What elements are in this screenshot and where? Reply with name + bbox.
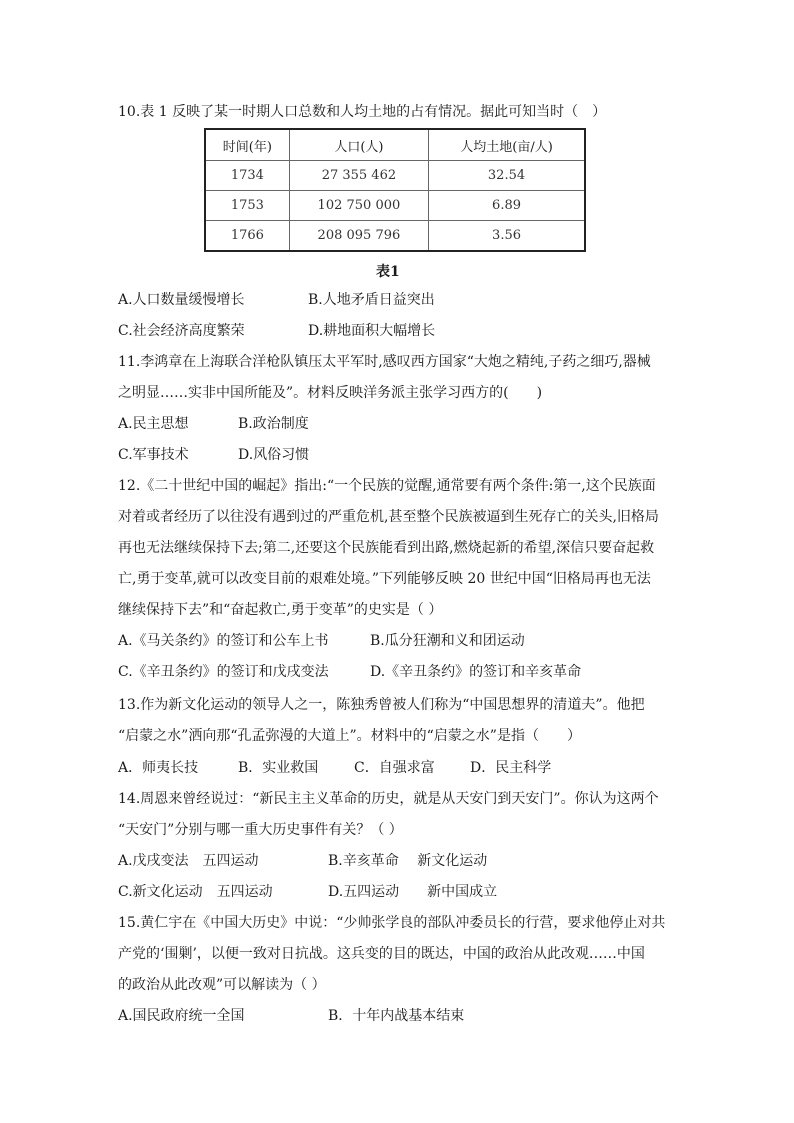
- table-header-row: [205, 129, 585, 161]
- population-table: [204, 128, 586, 252]
- q11-stem-line: 11.李鸿章在上海联合洋枪队镇压太平军时,感叹西方国家“大炮之精纯,子药之细巧,器械: [118, 354, 651, 370]
- cell-population: 27 355 462: [289, 161, 428, 191]
- q11-option-c: C.军事技术: [118, 447, 189, 463]
- cell-year: 1766: [205, 221, 289, 252]
- cell-land: 3.56: [429, 221, 585, 252]
- q12-stem-line: 12.《二十世纪中国的崛起》指出:“一个民族的觉醒,通常要有两个条件:第一,这个民族面: [118, 478, 656, 494]
- q13-option-a: A．师夷长技: [118, 760, 199, 776]
- table-caption: 表1: [376, 264, 400, 280]
- q10-stem: 10.表 1 反映了某一时期人口总数和人均土地的占有情况。据此可知当时（ ）: [118, 104, 607, 120]
- q11-stem-line: 之明显……实非中国所能及”。材料反映洋务派主张学习西方的( ): [118, 385, 543, 401]
- cell-land: 32.54: [429, 161, 585, 191]
- q14-stem-line: “天安门”分别与哪一重大历史事件有关？（ ）: [118, 822, 403, 838]
- cell-year: 1753: [205, 191, 289, 221]
- q15-stem-line: 15.黄仁宇在《中国大历史》中说：“少帅张学良的部队冲委员长的行营，要求他停止对共: [118, 915, 666, 931]
- q11-option-b: B.政治制度: [238, 416, 309, 432]
- table-row: [205, 191, 585, 221]
- q14-option-a: A.戊戌变法 五四运动: [118, 853, 259, 869]
- q14-stem-line: 14.周恩来曾经说过：“新民主主义革命的历史，就是从天安门到天安门”。你认为这两个: [118, 791, 659, 807]
- q15-option-a: A.国民政府统一全国: [118, 1008, 245, 1024]
- q12-option-d: D.《辛丑条约》的签订和辛亥革命: [370, 664, 582, 680]
- q14-option-c: C.新文化运动 五四运动: [118, 884, 273, 900]
- q10-option-a: A.人口数量缓慢增长: [118, 292, 245, 308]
- table-row: [205, 161, 585, 191]
- cell-population: 208 095 796: [289, 221, 428, 252]
- q12-stem-line: 对着或者经历了以往没有遇到过的严重危机,甚至整个民族被逼到生死存亡的关头,旧格局: [118, 509, 659, 525]
- q12-stem-line: 继续保持下去”和“奋起救亡,勇于变革”的史实是（ ）: [118, 602, 443, 618]
- q10-option-c: C.社会经济高度繁荣: [118, 323, 245, 339]
- q14-option-b: B.辛亥革命 新文化运动: [328, 853, 488, 869]
- q15-option-b: B．十年内战基本结束: [328, 1008, 465, 1024]
- q13-option-b: B．实业救国: [238, 760, 319, 776]
- q10-option-b: B.人地矛盾日益突出: [308, 292, 435, 308]
- q12-stem-line: 再也无法继续保持下去;第二,还要这个民族能看到出路,燃烧起新的希望,深信只要奋起救: [118, 540, 655, 556]
- q11-option-a: A.民主思想: [118, 416, 189, 432]
- q13-stem-line: “启蒙之水”洒向那“孔孟弥漫的大道上”。材料中的“启蒙之水”是指（ ）: [118, 728, 581, 744]
- header-year: 时间(年): [205, 129, 289, 161]
- q10-option-d: D.耕地面积大幅增长: [308, 323, 436, 339]
- q13-stem-line: 13.作为新文化运动的领导人之一，陈独秀曾被人们称为“中国思想界的清道夫”。他把: [118, 697, 645, 713]
- q13-option-c: C．自强求富: [354, 760, 435, 776]
- q12-option-a: A.《马关条约》的签订和公车上书: [118, 633, 329, 649]
- cell-year: 1734: [205, 161, 289, 191]
- header-land-per-capita: 人均土地(亩/人): [429, 129, 585, 161]
- cell-population: 102 750 000: [289, 191, 428, 221]
- q14-option-d: D.五四运动 新中国成立: [328, 884, 498, 900]
- q12-option-b: B.瓜分狂潮和义和团运动: [370, 633, 525, 649]
- q13-option-d: D．民主科学: [470, 760, 552, 776]
- q15-stem-line: 产党的‘围剿’，以便一致对日抗战。这兵变的目的既达，中国的政治从此改观……中国: [118, 946, 645, 962]
- q12-stem-line: 亡,勇于变革,就可以改变目前的艰难处境。”下列能够反映 20 世纪中国“旧格局再也无法: [118, 571, 651, 587]
- header-population: 人口(人): [289, 129, 428, 161]
- q12-option-c: C.《辛丑条约》的签订和戊戌变法: [118, 664, 329, 680]
- table-row: [205, 221, 585, 252]
- q15-stem-line: 的政治从此改观”可以解读为（ ）: [118, 977, 326, 993]
- cell-land: 6.89: [429, 191, 585, 221]
- q11-option-d: D.风俗习惯: [238, 447, 310, 463]
